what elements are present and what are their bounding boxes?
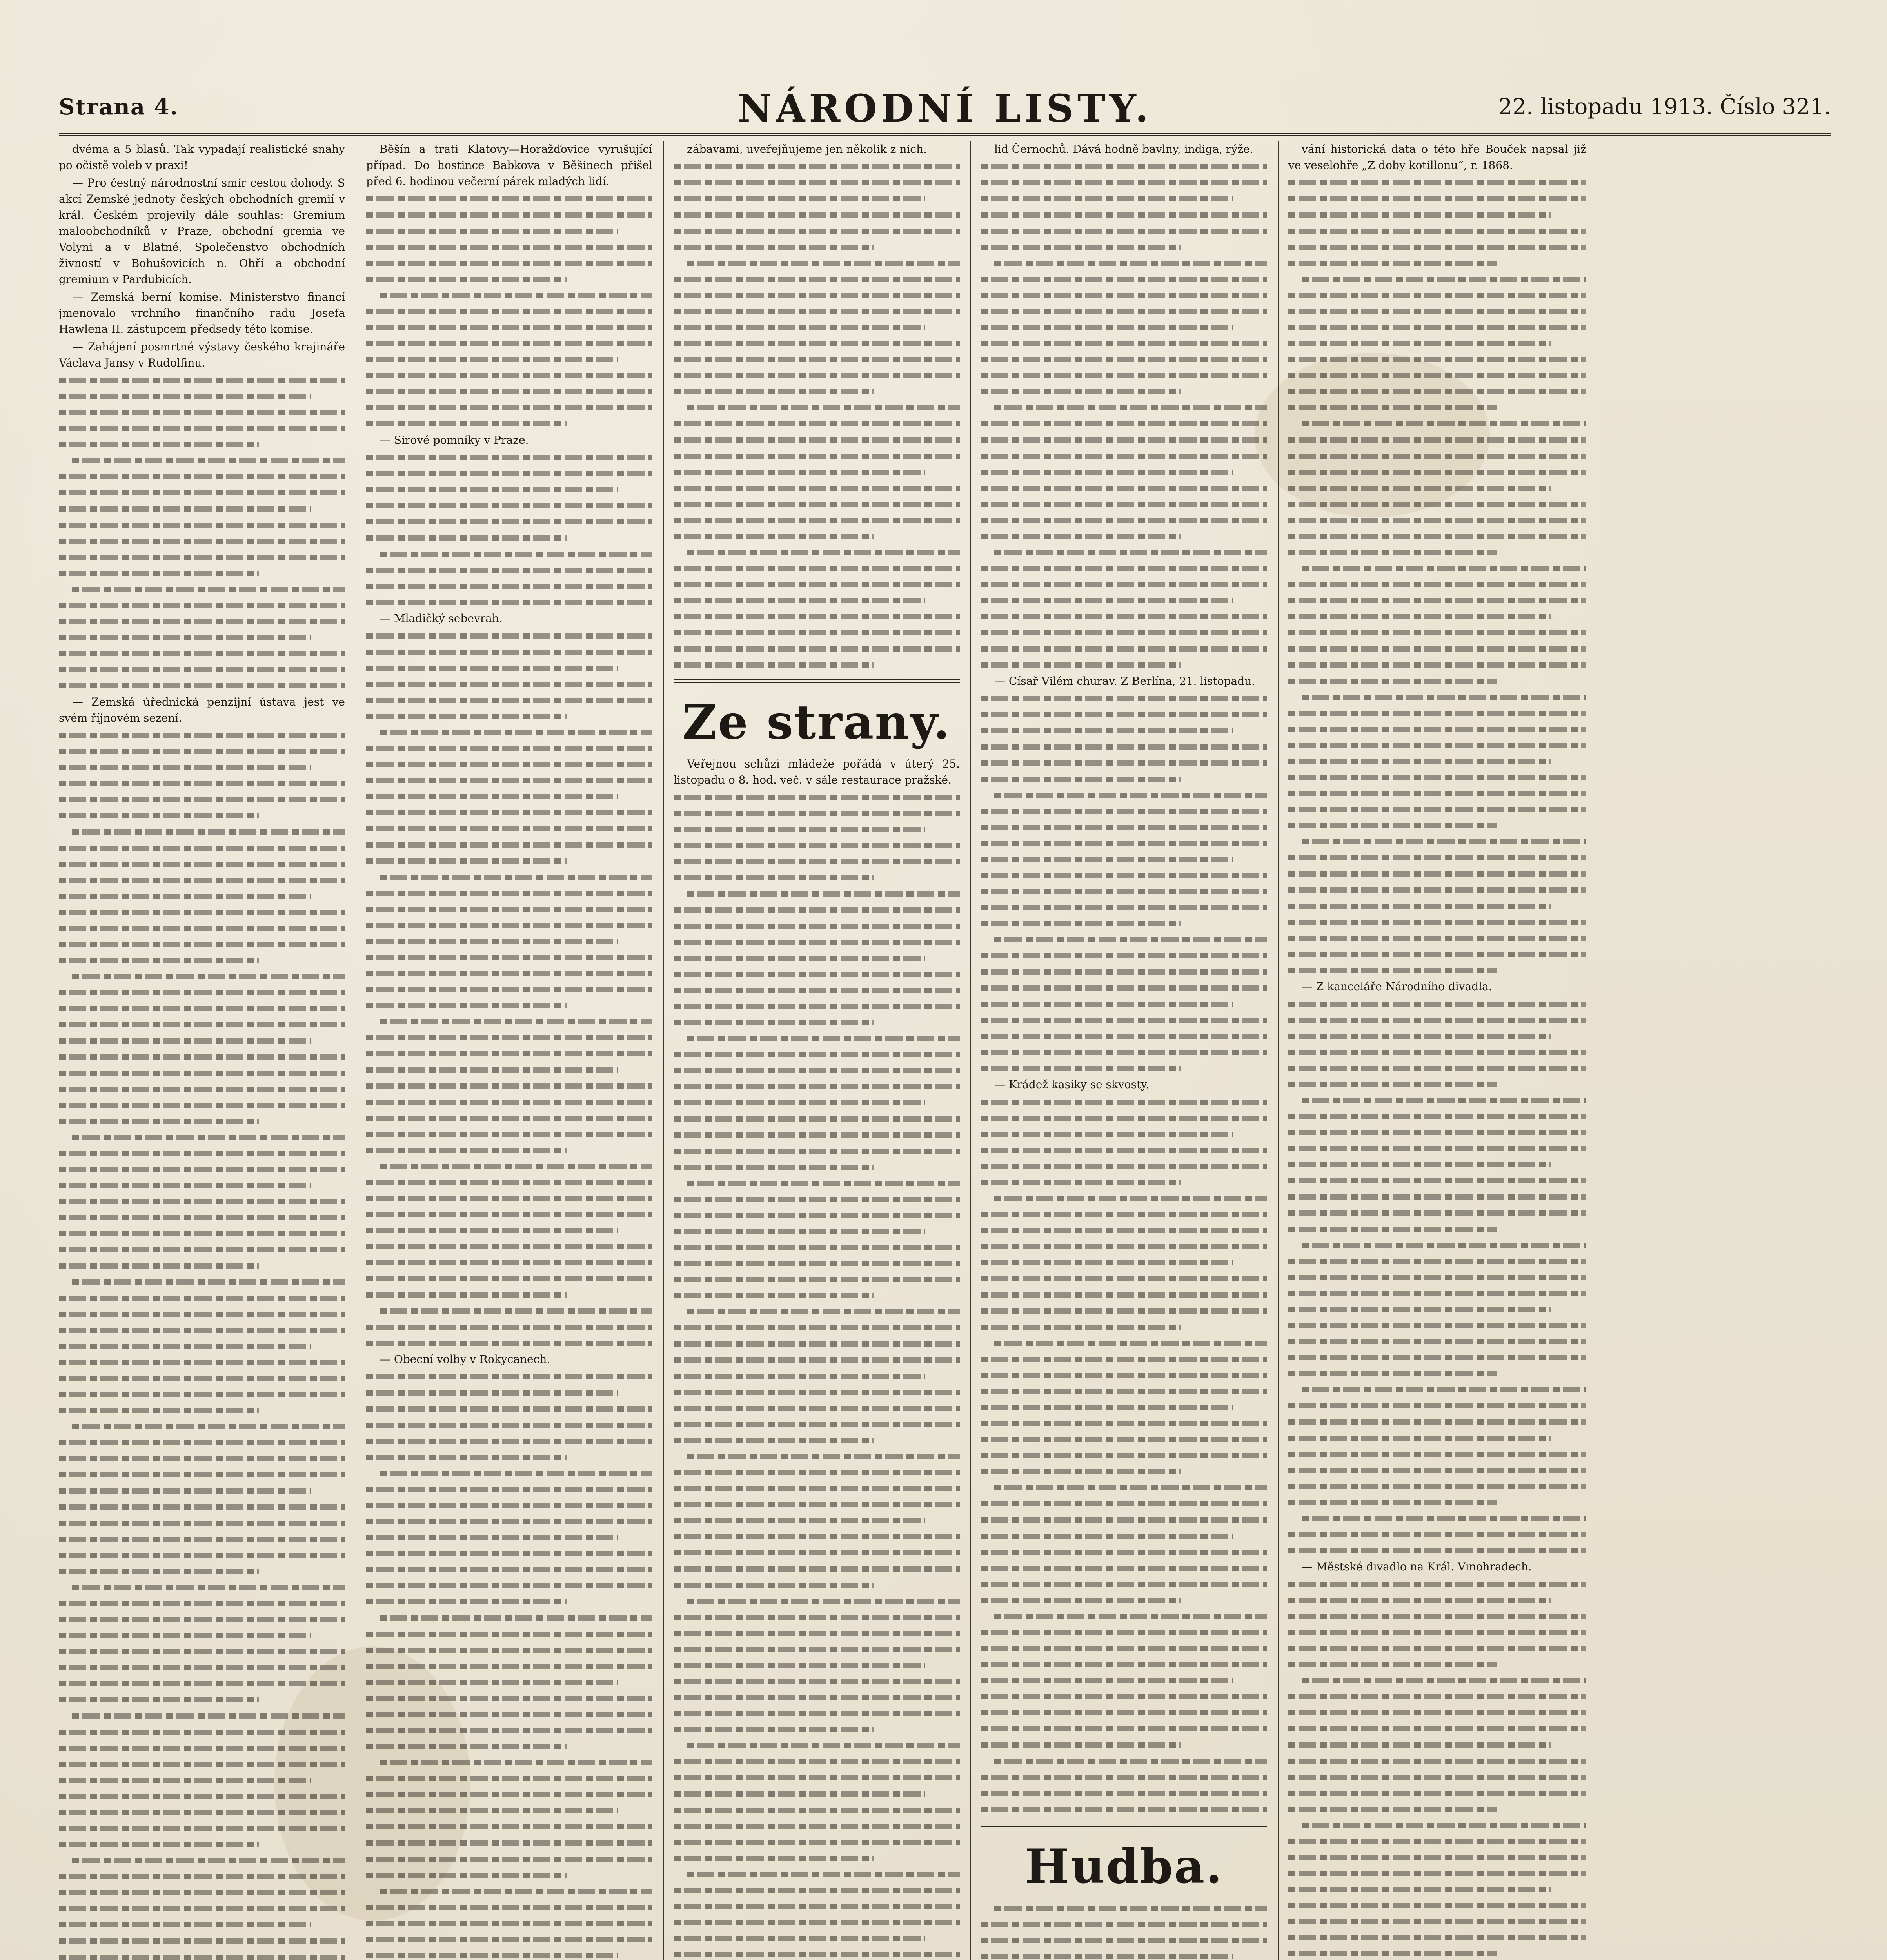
article-paragraph: — Zahájení posmrtné výstavy českého krajináře Václava Jansy v Rudolfinu. (59, 340, 345, 369)
article-paragraph: — Městské divadlo na Král. Vinohradech. (1302, 1560, 1532, 1573)
section-heading: Ze strany. (682, 695, 951, 750)
masthead (59, 78, 1831, 136)
article-paragraph: — Obecní volby v Rokycanech. (380, 1353, 550, 1366)
article-paragraph: — Sirové pomníky v Praze. (380, 434, 529, 446)
column-divider (970, 141, 971, 1960)
column-1 (59, 141, 345, 1960)
article-paragraph: dvéma a 5 blasů. Tak vypadají realistické snahy po očistě voleb v praxi! (59, 143, 345, 172)
column-divider (1278, 141, 1279, 1960)
column-divider (663, 141, 664, 1960)
article-paragraph: — Pro čestný národnostní smír cestou dohody. S akcí Zemské jednoty českých obchodních gremií v král. Českém projevily dále souhlas: Gremium maloobchodníků v Praze, obchodní gremia ve Volyni a v Blatné, Společenstvo obchodních živností v Bohušovicích n. Ohří a obchodní gremium v Pardubicích. (59, 176, 345, 286)
article-paragraph: — Zemská berní komise. Ministerstvo financí jmenovalo vrchního finančního radu Josefa Hawlena II. zástupcem předsedy této komise. (59, 290, 345, 336)
issue-date: 22. listopadu 1913. Číslo 321. (1498, 94, 1831, 120)
section-rule (981, 1824, 1267, 1827)
article-paragraph: — Z kanceláře Národního divadla. (1302, 980, 1492, 993)
column-2 (366, 141, 652, 1960)
section-heading: Hudba. (1025, 1839, 1223, 1894)
article-paragraph: — Zemská úřednická penzijní ústava jest ve svém říjnovém sezení. (59, 695, 345, 724)
article-paragraph: vání historická data o této hře Bouček napsal již ve veselohře „Z doby kotillonů“, r. 1868. (1288, 143, 1586, 172)
article-paragraph: Běšín a trati Klatovy—Horažďovice vyrušující případ. Do hostince Babkova v Běšinech přišel před 6. hodinou večerní párek mladých lidí. (366, 143, 652, 188)
article-paragraph: — Mladičký sebevrah. (380, 612, 503, 625)
article-paragraph: — Císař Vilém churav. Z Berlína, 21. listopadu. (994, 675, 1255, 688)
section-rule (674, 679, 960, 683)
article-paragraph: Veřejnou schůzi mládeže pořádá v úterý 25. listopadu o 8. hod. več. v sále restaurace pražské. (674, 757, 960, 786)
column-3 (674, 141, 960, 1960)
article-paragraph: zábavami, uveřejňujeme jen několik z nich. (687, 143, 927, 156)
page-number: Strana 4. (59, 94, 179, 120)
column-4 (981, 141, 1267, 1960)
article-paragraph: — Krádež kasiky se skvosty. (994, 1078, 1150, 1091)
article-paragraph: lid Černochů. Dává hodně bavlny, indiga, rýže. (994, 143, 1253, 156)
column-5 (1288, 141, 1586, 1960)
newspaper-title: NÁRODNÍ LISTY. (737, 86, 1152, 131)
columns-area (59, 141, 1831, 1960)
